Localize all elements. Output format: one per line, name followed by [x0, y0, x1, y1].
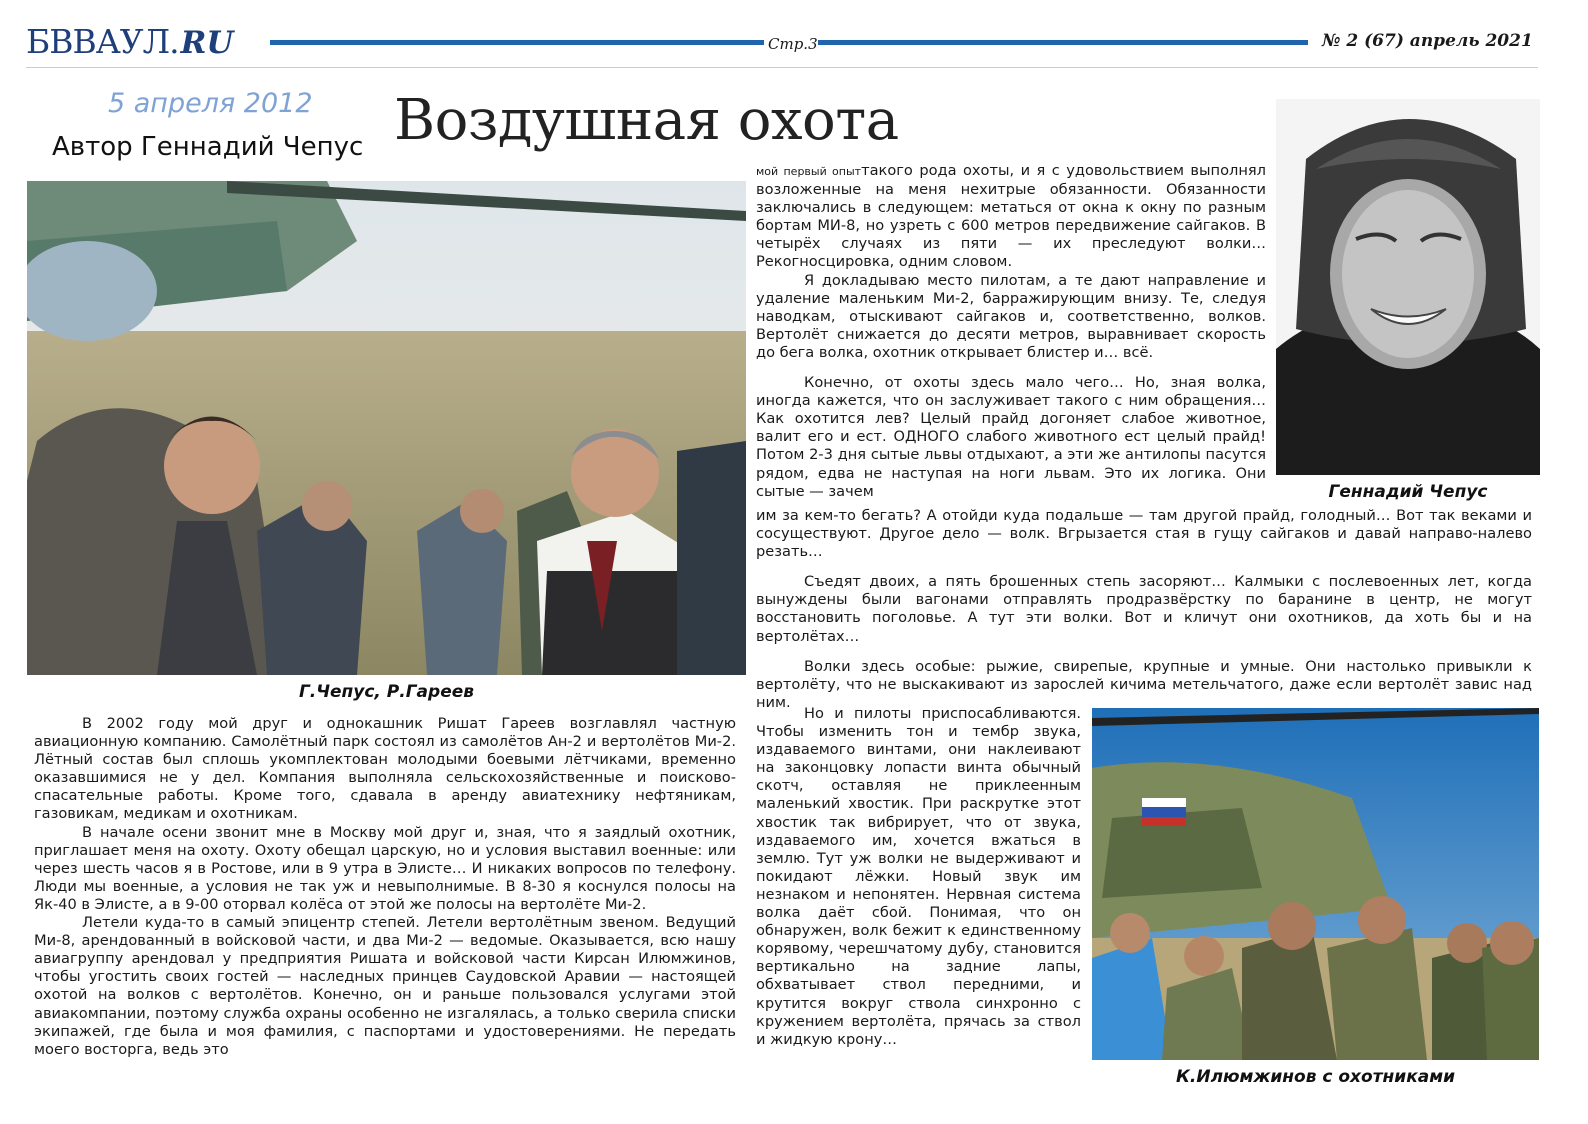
paragraph: В начале осени звонит мне в Москву мой друг и, зная, что я заядлый охотник, приглашает меня на охоту. Охоту обещал царскую, но и условия выставил военные: или через шесть часов я в Ростове, или в 9 утра в Элисте… И никаких вопросов по телефону. Люди мы военные, а условия не так уж и невыполнимые. В 8-30 я коснулся полосы на Як-40 в Элисте, а в 9-00 оторвал колёса от этой же полосы на вертолёте Ми-2. [34, 823, 736, 913]
lead-small-text: мой первый опыт [756, 165, 862, 178]
paragraph [756, 162, 1266, 272]
wide-block-text [756, 507, 1532, 712]
left-column-text [34, 715, 736, 1059]
main-photo [27, 181, 746, 675]
mid-column-text [756, 162, 1266, 501]
paragraph: В 2002 году мой друг и однокашник Ришат Гареев возглавлял частную авиационную компанию. Самолётный парк состоял из самолётов Ан-2 и вертолётов Ми-2. Лётный состав был сплошь укомплектован молодыми боевыми лётчиками, временно оказавшимися не у дел. Компания выполняла сельскохозяйственные и поисково-спасательные работы. Кроме того, сдавала в аренду авиатехнику нефтяникам, газовикам, медикам и охотникам. [34, 715, 736, 823]
portrait-photo [1276, 99, 1540, 475]
paragraph: Летели куда-то в самый эпицентр степей. Летели вертолётным звеном. Ведущий Ми-8, арендованный в войсковой части, и два Ми-2 — ведомые. Оказывается, всю нашу авиагруппу арендовал у предприятия Ришата и войсковой части Кирсан Илюмжинов, чтобы угостить своих гостей — наследных принцев Саудовской Аравии — настоящей охотой на волков с вертолётов. Конечно, он и раньше пользовался услугами этой авиакомпании, поэтому служба охраны особенно не изгалялась, а только сверила списки экипажей, где была и моя фамилия, с паспортами и удостоверениями. Не передать моего восторга, ведь это [34, 914, 736, 1058]
paragraph: Съедят двоих, а пять брошенных степь засоряют… Калмыки с послевоенных лет, когда вынуждены были вагонами отправлять продразвёрстку по баранине в центр, не могут восстановить поголовье. А тут эти волки. Вот и кличут они охотников, да хоть бы и на вертолётах… [756, 573, 1532, 645]
paragraph: Конечно, от охоты здесь мало чего… Но, зная волка, иногда кажется, что он заслуживает такого с ним обращения… Как охотится лев? Целый прайд догоняет слабое животное, валит его и ест. ОДНОГО слабого животного ест целый прайд! Потом 2-3 дня сытые львы отдыхают, а эти же антилопы пасутся рядом, едва не наступая на ноги львам. Это их логика. Они сытые — зачем [756, 374, 1266, 500]
group-photo-caption: К.Илюмжинов с охотниками [1175, 1067, 1456, 1087]
header-rule-right [818, 40, 1308, 45]
paragraph: Я докладываю место пилотам, а те дают направление и удаление маленьким Ми-2, барражирующим внизу. Те, следуя наводкам, отыскивают сайгаков и, соответственно, волков. Вертолёт снижается до десяти метров, выравнивает скорость до бега волка, охотник открывает блистер и… всё. [756, 271, 1266, 361]
logo-main-text: БВВАУЛ. [26, 22, 179, 61]
article-date: 5 апреля 2012 [108, 88, 313, 119]
paragraph: Волки здесь особые: рыжие, свирепые, крупные и умные. Они настолько привыкли к вертолёту, что не выскакивают из зарослей кичима метельчатого, даже если вертолёт завис над ним. [756, 657, 1532, 711]
site-logo [26, 22, 233, 62]
issue-info: № 2 (67) апрель 2021 [1322, 31, 1533, 51]
paragraph: им за кем-то бегать? А отойди куда подальше — там другой прайд, голодный… Вот так веками и сосуществуют. Другое дело — волк. Вгрызается стая в гущу сайгаков и давай направо-налево резать… [756, 507, 1532, 561]
page-number: Стр.3 [768, 35, 818, 53]
article-author: Автор Геннадий Чепус [52, 132, 364, 162]
logo-ru-text: RU [180, 25, 234, 61]
portrait-caption: Геннадий Чепус [1328, 482, 1488, 502]
group-photo [1092, 708, 1539, 1060]
main-photo-caption: Г.Чепус, Р.Гареев [298, 682, 475, 702]
paragraph: Но и пилоты приспосабливаются. Чтобы изменить тон и тембр звука, издаваемого винтами, они наклеивают на законцовку лопасти винта обычный скотч, оставляя не приклеенным маленький хвостик. При раскрутке этот хвостик так вибрирует, что от звука, издаваемого им, хочется вжаться в землю. Тут уж волки не выдерживают и покидают лёжки. Новый звук им незнаком и непонятен. Нервная система волка даёт сбой. Понимая, что он обнаружен, волк бежит к единственному корявому, черешчатому дубу, становится вертикально на задние лапы, обхватывает ствол передними, и крутится вокруг ствола синхронно с кружением вертолёта, прячась за ствол и жидкую крону… [756, 705, 1081, 1048]
lead-text: такого рода охоты, и я с удовольствием выполнял возложенные на меня нехитрые обязанности. Обязанности заключались в следующем: метаться от окна к окну по разным бортам МИ-8, но узреть с 600 метров передвижение сайгаков. В четырёх случаях из пяти — их преследуют волки… Рекогносцировка, одним словом. [756, 162, 1266, 271]
article-title: Воздушная охота [394, 88, 899, 153]
bottom-mid-text [756, 705, 1081, 1049]
header-divider [26, 67, 1538, 68]
header-rule-left [270, 40, 764, 45]
